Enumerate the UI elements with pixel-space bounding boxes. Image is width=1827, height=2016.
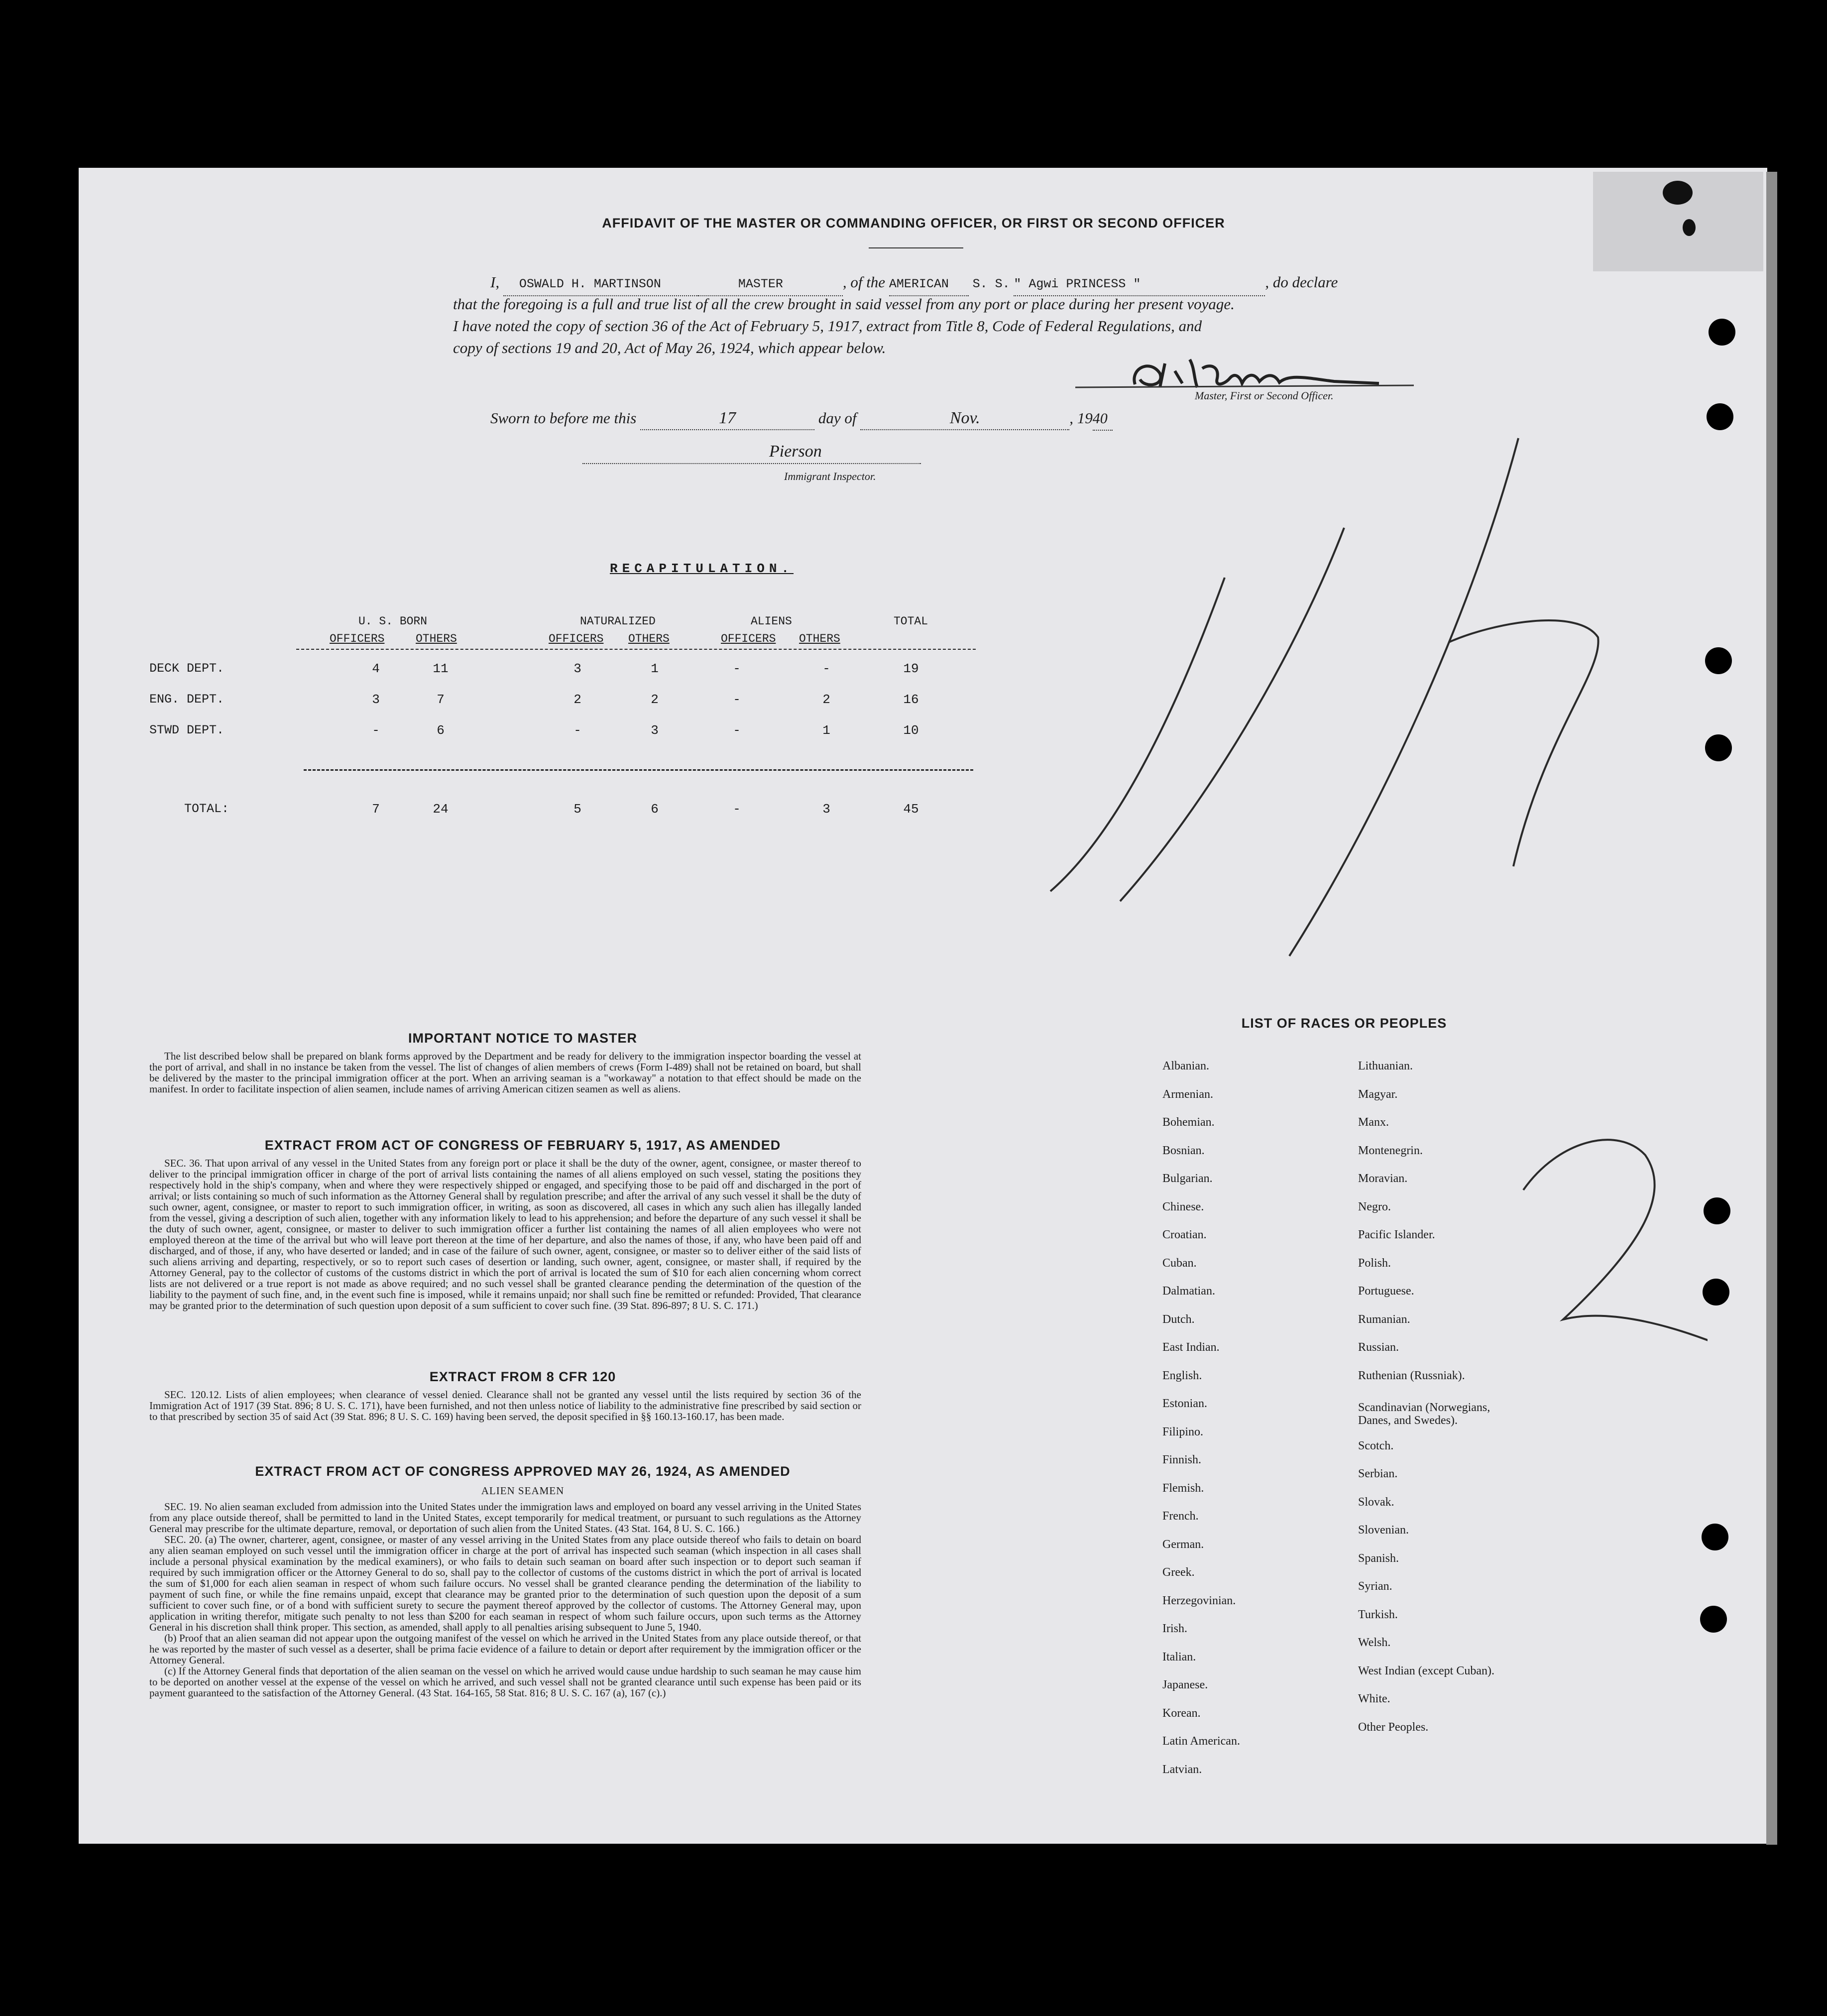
vessel-name-field: " Agwi PRINCESS " [1014, 273, 1265, 296]
race-item: Magyar. [1358, 1087, 1398, 1101]
race-item: Manx. [1358, 1116, 1389, 1129]
year-prefix: , 19 [1069, 409, 1093, 427]
affidavit-line-1 [490, 271, 1391, 296]
recap-cell: 16 [903, 692, 919, 707]
recap-cell: 2 [651, 692, 659, 707]
extract-1917-title: EXTRACT FROM ACT OF CONGRESS OF FEBRUARY 5, 1917, AS AMENDED [264, 1138, 781, 1153]
race-item: Bulgarian. [1162, 1172, 1213, 1185]
recap-subhead: OTHERS [416, 632, 457, 645]
binder-hole [1709, 319, 1735, 346]
recap-cell: - [733, 723, 741, 738]
race-item: Scotch. [1358, 1439, 1394, 1452]
race-item: Lithuanian. [1358, 1060, 1413, 1072]
recap-cell: - [733, 661, 741, 676]
race-item: East Indian. [1162, 1341, 1220, 1354]
binder-hole [1705, 734, 1732, 761]
recap-subhead: OTHERS [799, 632, 840, 645]
recap-cell: 5 [573, 802, 581, 817]
binder-hole [1705, 647, 1732, 674]
race-item: Slovenian. [1358, 1524, 1409, 1537]
race-item: Welsh. [1358, 1636, 1391, 1649]
rank-field: MASTER [698, 273, 843, 296]
recap-row-label: STWD DEPT. [149, 723, 225, 737]
recap-group-naturalized: NATURALIZED [580, 615, 656, 628]
race-item: Croatian. [1162, 1228, 1207, 1241]
recap-cell: 45 [903, 802, 919, 817]
race-item: Finnish. [1162, 1453, 1202, 1466]
master-signature-caption: Master, First or Second Officer. [1195, 389, 1334, 402]
race-item: Armenian. [1162, 1087, 1213, 1101]
recap-row-label: DECK DEPT. [149, 661, 225, 676]
race-item: Bohemian. [1162, 1116, 1215, 1129]
races-title: LIST OF RACES OR PEOPLES [1241, 1016, 1447, 1031]
recap-cell: 7 [372, 802, 380, 817]
recap-group-aliens: ALIENS [751, 615, 792, 628]
sec-20c-text: (c) If the Attorney General finds that deportation of the alien seaman on the vessel on which he arrived would cause undue hardship to such seaman he may cause him to be deported on another vessel at the expense of the vessel on which he arrived, and such vessel shall not be granted clearance until such expense has been paid or its payment guaranteed to the satisfaction of the Attorney General. (43 Stat. 164-165, 58 Stat. 816; 8 U. S. C. 167 (a), 167 (c).) [149, 1665, 861, 1699]
recap-cell: 6 [651, 802, 659, 817]
officer-name-field: OSWALD H. MARTINSON [503, 273, 698, 296]
race-item: Slovak. [1358, 1495, 1394, 1509]
race-item: German. [1162, 1538, 1204, 1551]
affidavit-line-3: I have noted the copy of section 36 of the Act of February 5, 1917, extract from Title 8, Code of Federal Regulations, and [453, 317, 1202, 335]
sworn-month-field: Nov. [860, 407, 1069, 430]
recap-cell: 3 [651, 723, 659, 738]
race-item: Polish. [1358, 1256, 1391, 1270]
inspector-signature: Pierson [769, 442, 822, 461]
race-item: Albanian. [1162, 1060, 1209, 1072]
binder-hole [1700, 1606, 1727, 1633]
recap-cell: 3 [822, 802, 830, 817]
sworn-line [490, 407, 1113, 431]
recap-cell: 3 [573, 661, 581, 676]
vessel-prefix: S. S. [972, 277, 1010, 291]
sec-19-text: SEC. 19. No alien seaman excluded from admission into the United States under the immigration laws and employed on board any vessel arriving in the United States from any place outside thereof, shall be permitted to land in the United States, except temporarily for medical treatment, or pursuant to such regulations as the Attorney General may prescribe for the ultimate departure, removal, or deportation of such alien from the United States. (43 Stat. 164, 8 U. S. C. 166.) [149, 1501, 861, 1535]
binder-hole [1702, 1524, 1728, 1550]
race-item: Negro. [1358, 1200, 1391, 1213]
recap-row-label: ENG. DEPT. [149, 692, 225, 707]
inspector-signature-line [582, 463, 921, 464]
recap-cell: 7 [437, 692, 445, 707]
recap-cell: 19 [903, 661, 919, 676]
extract-1924-body [149, 1501, 861, 1698]
race-item: Cuban. [1162, 1256, 1197, 1270]
recap-cell: 6 [437, 723, 445, 738]
race-item: White. [1358, 1692, 1390, 1705]
affidavit-title: AFFIDAVIT OF THE MASTER OR COMMANDING OFFICER, OR FIRST OR SECOND OFFICER [602, 216, 1225, 231]
do-declare-text: , do declare [1265, 273, 1338, 291]
recap-group-usborn: U. S. BORN [358, 615, 428, 628]
recap-cell: - [733, 802, 741, 817]
race-item: Serbian. [1358, 1467, 1398, 1480]
race-item: Scandinavian (Norwegians, [1358, 1401, 1490, 1414]
ink-blot [1663, 181, 1693, 205]
sec-20a-text: SEC. 20. (a) The owner, charterer, agent, consignee, or master of any vessel arriving in the United States from any place outside thereof who fails to detain on board any alien seaman employed on such vessel until the immigration officer in charge at the port of arrival has inspected such seaman (which inspection in all cases shall include a personal physical examination by the medical examiners), or who fails to detain such seaman on board after such inspection or to deport such seaman if required by such immigration officer or the Attorney General to do so, shall pay to the collector of customs of the customs district in which the port of arrival is located the sum of $1,000 for each alien seaman in respect of whom such failure occurs. No vessel shall be granted clearance pending the determination of the liability to payment of such fine, or while the fine remains unpaid, except that clearance may be granted prior to the determination of such question upon the deposit of a sum sufficient to cover such fine, or of a bond with sufficient surety to secure the payment thereof approved by the collector of customs. The Attorney General may, upon application in writing therefor, mitigate such penalty to not less than $200 for each seaman in respect of whom such failure occurs, upon such terms as the Attorney General in his discretion shall think proper. This section, as amended, shall apply to all penalties arising subsequent to June 5, 1940. [149, 1534, 861, 1633]
day-of-text: day of [818, 409, 857, 427]
nationality-field: AMERICAN [889, 273, 969, 296]
affidavit-line-2: that the foregoing is a full and true list of all the crew brought in said vessel from any port or place during her present voyage. [453, 295, 1235, 313]
recap-cell: 11 [433, 661, 449, 676]
recap-cell: 1 [651, 661, 659, 676]
recap-cell: - [822, 661, 830, 676]
race-item: Filipino. [1162, 1425, 1204, 1438]
race-item: Russian. [1358, 1341, 1399, 1354]
race-item: Turkish. [1358, 1608, 1398, 1621]
sec-20b-text: (b) Proof that an alien seaman did not appear upon the outgoing manifest of the vessel on which he arrived in the United States from any place outside thereof, or that he was reported by the master of such vessel as a deserter, shall be prima facie evidence of a failure to detain or deport after requirement by the immigration officer or the Attorney General. [149, 1632, 861, 1666]
recap-cell: 1 [822, 723, 830, 738]
race-item: Italian. [1162, 1650, 1196, 1663]
race-item: Ruthenian (Russniak). [1358, 1369, 1465, 1382]
race-item: Chinese. [1162, 1200, 1204, 1213]
extract-1924-subtitle: ALIEN SEAMEN [481, 1485, 565, 1497]
recap-group-total: TOTAL [894, 615, 928, 628]
race-item: Dalmatian. [1162, 1285, 1215, 1298]
sworn-day-field: 17 [640, 407, 814, 430]
recap-title: RECAPITULATION. [610, 561, 794, 576]
extract-1917-body: SEC. 36. That upon arrival of any vessel in the United States from any foreign port or place it shall be the duty of the owner, agent, consignee, or master thereof to deliver to the principal immigration officer in charge of the port of arrival lists containing the names of all aliens employed on such vessel, stating the positions they respectively hold in the ship's company, when and where they were respectively shipped or engaged, and specifying those to be paid off and discharged in the port of arrival; or lists containing so much of such information as the Attorney General shall by regulation prescribe; and after the arrival of any such vessel it shall be the duty of such owner, agent, consignee, or master to report to such immigration officer, in writing, as soon as discovered, all cases in which any such alien has illegally landed from the vessel, giving a description of such alien, together with any information likely to lead to his apprehension; and before the departure of any such vessel it shall be the duty of such owner, agent, consignee, or master to deliver to such immigration officer a further list containing the names of all alien employees who were not employed thereon at the time of the arrival but who will leave port thereon at the time of her departure, and also the names of those, if any, who have been paid off and discharged, and of those, if any, who have deserted or landed; and in case of the failure of such owner, agent, consignee, or master so to deliver either of the said lists of such aliens arriving and departing, respectively, or so to report such cases of desertion or landing, such owner, agent, consignee, or master shall, if required by the Attorney General, pay to the collector of customs of the customs district in which the port of arrival is located the sum of $10 for each alien concerning whom correct lists are not delivered or a true report is not made as above required; and no such vessel shall be granted clearance pending the determination of the question of the liability to the payment of such fine, and, in the event such fine is imposed, while it remains unpaid; nor shall such fine be remitted or refunded: Provided, That clearance may be granted prior to the determination of such question upon deposit of a sum sufficient to cover such fine. (39 Stat. 896-897; 8 U. S. C. 171.) [149, 1157, 861, 1311]
notice-title: IMPORTANT NOTICE TO MASTER [408, 1031, 637, 1046]
race-item: Irish. [1162, 1622, 1187, 1635]
race-item: Moravian. [1358, 1172, 1408, 1185]
race-item: Portuguese. [1358, 1285, 1414, 1298]
race-item: Latin American. [1162, 1735, 1240, 1748]
recap-subhead: OFFICERS [330, 632, 385, 645]
race-item: West Indian (except Cuban). [1358, 1664, 1494, 1677]
of-the-text: , of the [842, 273, 886, 291]
inspector-caption: Immigrant Inspector. [784, 470, 876, 482]
recap-subhead: OFFICERS [721, 632, 776, 645]
title-underline [869, 247, 963, 248]
recap-cell: 2 [822, 692, 830, 707]
recap-cell: 24 [433, 802, 449, 817]
race-item: Estonian. [1162, 1397, 1207, 1410]
recap-subhead: OFFICERS [549, 632, 604, 645]
race-item: Spanish. [1358, 1551, 1399, 1565]
race-item: Rumanian. [1358, 1312, 1410, 1326]
race-item: Syrian. [1358, 1580, 1392, 1593]
race-item: English. [1162, 1369, 1202, 1382]
recap-header-rule [296, 649, 976, 650]
race-item: Pacific Islander. [1358, 1228, 1435, 1241]
race-item: Japanese. [1162, 1678, 1208, 1691]
race-item: Herzegovinian. [1162, 1594, 1236, 1607]
page-edge-shadow [1766, 172, 1777, 1845]
race-item: Greek. [1162, 1566, 1195, 1579]
race-item: Korean. [1162, 1706, 1201, 1720]
recap-cell: 10 [903, 723, 919, 738]
extract-cfr-title: EXTRACT FROM 8 CFR 120 [429, 1369, 616, 1384]
race-item: Bosnian. [1162, 1144, 1205, 1157]
binder-hole [1704, 1197, 1730, 1224]
pronoun-text: I, [490, 273, 500, 291]
notice-body: The list described below shall be prepared on blank forms approved by the Department and be ready for delivery to the immigration inspector boarding the vessel at the port of arrival, and shall in no instance be taken from the vessel. The list of changes of alien members of crews (Form I-489) shall not be retained on board, but shall be delivered by the master to the principal immigration officer at the port. When an arriving seaman is a "workaway" a notation to that effect should be made on the manifest. In order to facilitate inspection of alien seamen, include names of arriving American citizen seamen as well as aliens. [149, 1050, 861, 1095]
affidavit-line-4: copy of sections 19 and 20, Act of May 26, 1924, which appear below. [453, 339, 886, 356]
recap-cell: - [733, 692, 741, 707]
extract-1924-title: EXTRACT FROM ACT OF CONGRESS APPROVED MAY 26, 1924, AS AMENDED [255, 1464, 791, 1479]
race-item: Montenegrin. [1358, 1144, 1423, 1157]
recap-total-label: TOTAL: [184, 802, 229, 816]
recap-total-rule [304, 769, 973, 771]
recap-cell: 4 [372, 661, 380, 676]
sworn-prefix: Sworn to before me this [490, 409, 637, 427]
extract-cfr-body: SEC. 120.12. Lists of alien employees; when clearance of vessel denied. Clearance shall not be granted any vessel until the lists required by section 36 of the Immigration Act of 1917 (39 Stat. 896; 8 U. S. C. 171), have been furnished, and not then unless notice of liability to the administrative fine prescribed by said section or to that prescribed by section 35 of said Act (39 Stat. 896; 8 U. S. C. 169) having been served, the deposit specified in §§ 160.13-160.17, has been made. [149, 1389, 861, 1423]
race-item: Flemish. [1162, 1481, 1204, 1495]
race-item: Danes, and Swedes). [1358, 1414, 1458, 1427]
race-item: Dutch. [1162, 1312, 1195, 1326]
race-item: Latvian. [1162, 1763, 1202, 1776]
recap-cell: - [573, 723, 581, 738]
sworn-year-field: 40 [1093, 408, 1113, 431]
recap-cell: 2 [573, 692, 581, 707]
race-item: Other Peoples. [1358, 1720, 1429, 1734]
binder-hole [1707, 403, 1733, 430]
recap-cell: - [372, 723, 380, 738]
race-item: French. [1162, 1510, 1199, 1523]
recap-subhead: OTHERS [628, 632, 670, 645]
recap-cell: 3 [372, 692, 380, 707]
